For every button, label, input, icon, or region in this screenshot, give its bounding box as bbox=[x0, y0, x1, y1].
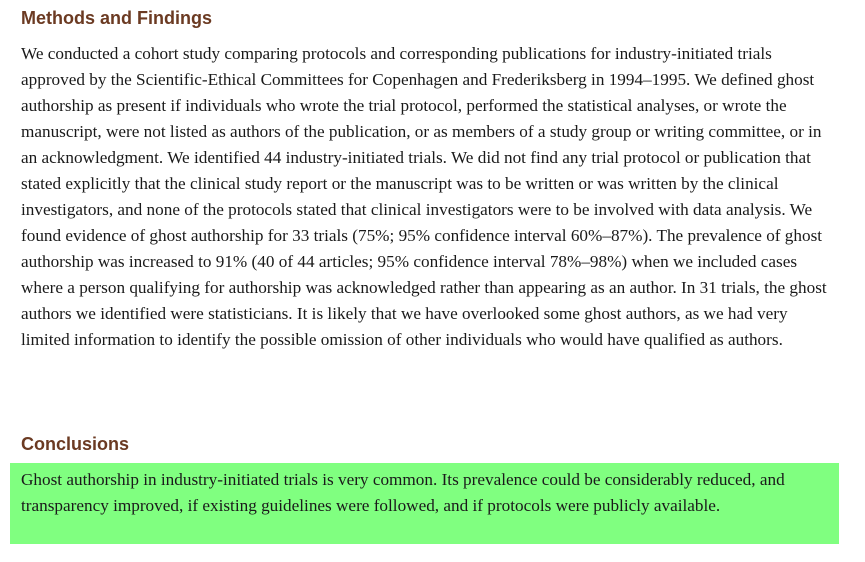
conclusions-heading: Conclusions bbox=[21, 434, 130, 454]
methods-and-findings-heading: Methods and Findings bbox=[21, 8, 212, 28]
conclusions-paragraph: Ghost authorship in industry-initiated trials is very common. Its prevalence could be considerably reduced, and transparency improved, if existing guidelines were followed, and if protocols were publicly available. bbox=[21, 470, 785, 515]
methods-and-findings-paragraph: We conducted a cohort study comparing protocols and corresponding publications for industry-initiated trials approved by the Scientific-Ethical Committees for Copenhagen and Frederiksberg in 1994–1995. We defined ghost authorship as present if individuals who wrote the trial protocol, performed the statistical analyses, or wrote the manuscript, were not listed as authors of the publication, or as members of a study group or writing committee, or in an acknowledgment. We identified 44 industry-initiated trials. We did not find any trial protocol or publication that stated explicitly that the clinical study report or the manuscript was to be written or was written by the clinical investigators, and none of the protocols stated that clinical investigators were to be involved with data analysis. We found evidence of ghost authorship for 33 trials (75%; 95% confidence interval 60%–87%). The prevalence of ghost authorship was increased to 91% (40 of 44 articles; 95% confidence interval 78%–98%) when we included cases where a person qualifying for authorship was acknowledged rather than appearing as an author. In 31 trials, the ghost authors we identified were statisticians. It is likely that we have overlooked some ghost authors, as we had very limited information to identify the possible omission of other individuals who would have qualified as authors. bbox=[21, 44, 827, 349]
conclusions-highlight bbox=[10, 463, 839, 544]
